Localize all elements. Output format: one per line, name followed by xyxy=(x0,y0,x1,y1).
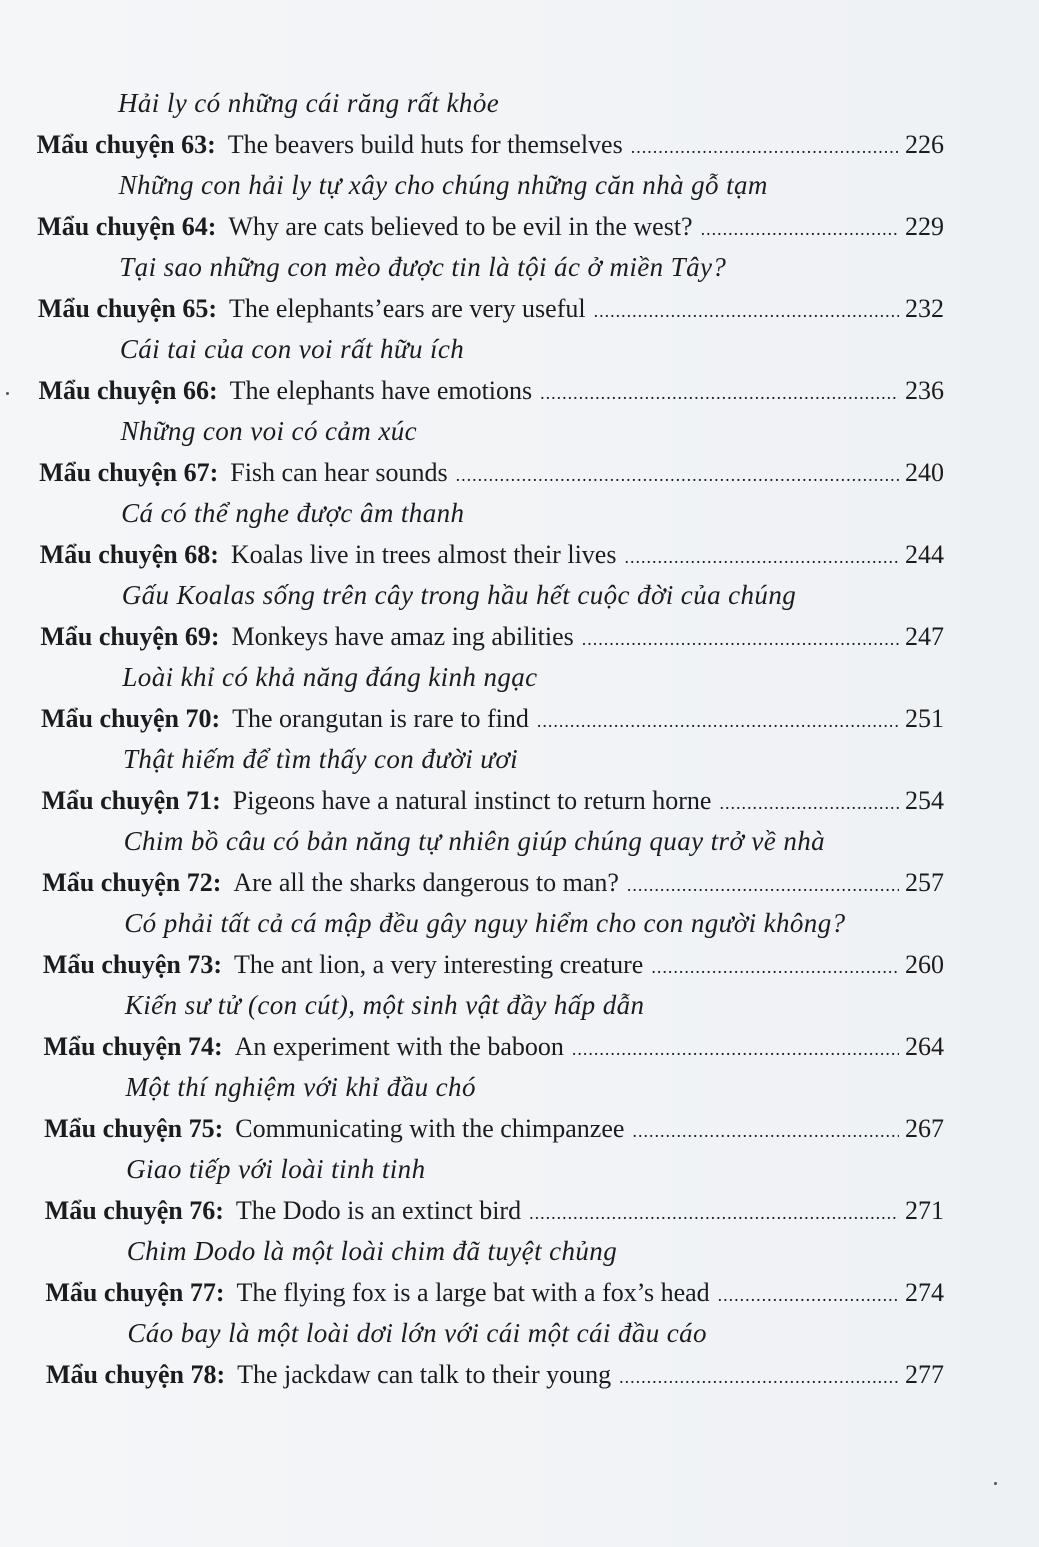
page-number: 267 xyxy=(905,1114,944,1143)
story-title: The ant lion, a very interesting creature xyxy=(234,950,644,979)
dot-leader xyxy=(594,301,899,322)
story-subtitle: Những con voi có cảm xúc xyxy=(120,416,417,446)
story-title: Monkeys have amaz ing abilities xyxy=(231,622,574,651)
page-number: 257 xyxy=(905,868,944,897)
story-number: Mẩu chuyện 78: xyxy=(46,1360,226,1389)
story-title: The flying fox is a large bat with a fox’s head xyxy=(236,1278,710,1307)
story-subtitle: Cáo bay là một loài dơi lớn với cái một cái đầu cáo xyxy=(127,1318,707,1348)
page-number: 247 xyxy=(905,622,944,651)
story-number: Mẩu chuyện 69: xyxy=(40,622,220,651)
story-number: Mẩu chuyện 74: xyxy=(43,1032,223,1061)
dot-leader xyxy=(718,1285,899,1306)
story-subtitle: Có phải tất cả cá mập đều gây nguy hiểm cho con người không? xyxy=(124,908,846,938)
page-number: 240 xyxy=(905,458,944,487)
story-subtitle: Chim Dodo là một loài chim đã tuyệt chủng xyxy=(126,1236,618,1266)
page-number: 277 xyxy=(905,1360,944,1389)
toc-entry xyxy=(45,1278,944,1308)
scan-speck xyxy=(6,392,9,395)
story-number: Mẩu chuyện 76: xyxy=(44,1196,224,1225)
story-title: Why are cats believed to be evil in the west? xyxy=(228,212,693,241)
dot-leader xyxy=(537,711,899,732)
dot-leader xyxy=(619,1367,899,1388)
dot-leader xyxy=(632,1121,899,1142)
story-number: Mẩu chuyện 67: xyxy=(39,458,219,487)
story-subtitle: Một thí nghiệm với khỉ đầu chó xyxy=(125,1072,476,1102)
page-number: 254 xyxy=(905,786,944,815)
story-number: Mẩu chuyện 63: xyxy=(36,130,216,159)
story-number: Mẩu chuyện 73: xyxy=(42,950,222,979)
page-number: 271 xyxy=(905,1196,944,1225)
story-subtitle: Giao tiếp với loài tinh tinh xyxy=(126,1154,426,1184)
story-number: Mẩu chuyện 70: xyxy=(41,704,221,733)
dot-leader xyxy=(572,1039,899,1060)
story-subtitle: Cá có thể nghe được âm thanh xyxy=(121,498,465,528)
story-title: Fish can hear sounds xyxy=(230,458,448,487)
page-number: 251 xyxy=(905,704,944,733)
story-number: Mẩu chuyện 64: xyxy=(37,212,217,241)
page-number: 226 xyxy=(905,130,944,159)
story-title: Pigeons have a natural instinct to return horne xyxy=(232,786,712,815)
toc-entry xyxy=(37,130,944,160)
scan-speck xyxy=(994,1482,997,1485)
dot-leader xyxy=(529,1203,899,1224)
story-subtitle: Gấu Koalas sống trên cây trong hầu hết cuộc đời của chúng xyxy=(121,580,797,610)
page-number: 244 xyxy=(905,540,944,569)
story-number: Mẩu chuyện 71: xyxy=(41,786,221,815)
toc-entry xyxy=(38,294,944,324)
toc-entry xyxy=(44,1032,945,1062)
page-number: 260 xyxy=(905,950,944,979)
page-number: 236 xyxy=(905,376,944,405)
dot-leader xyxy=(701,219,899,240)
page-number: 274 xyxy=(905,1278,944,1307)
dot-leader xyxy=(540,383,899,404)
toc-entry xyxy=(39,376,945,406)
dot-leader xyxy=(624,547,899,568)
story-subtitle: Kiến sư tử (con cút), một sinh vật đầy hấp dẫn xyxy=(124,990,645,1020)
toc-entry xyxy=(45,1196,944,1226)
toc-entry xyxy=(42,868,944,898)
story-title: Communicating with the chimpanzee xyxy=(235,1114,625,1143)
story-subtitle: Hải ly có những cái răng rất khỏe xyxy=(118,88,500,118)
toc-entry xyxy=(40,622,944,652)
story-subtitle: Loài khỉ có khả năng đáng kinh ngạc xyxy=(122,662,538,692)
story-number: Mẩu chuyện 68: xyxy=(39,540,219,569)
dot-leader xyxy=(582,629,899,650)
story-title: The beavers build huts for themselves xyxy=(227,130,623,159)
story-subtitle: Cái tai của con voi rất hữu ích xyxy=(119,334,465,364)
story-number: Mẩu chuyện 75: xyxy=(44,1114,224,1143)
page-number: 264 xyxy=(905,1032,944,1061)
story-number: Mẩu chuyện 72: xyxy=(42,868,222,897)
story-number: Mẩu chuyện 66: xyxy=(38,376,218,405)
toc-entry xyxy=(46,1360,944,1390)
dot-leader xyxy=(456,465,899,486)
story-title: Are all the sharks dangerous to man? xyxy=(233,868,619,897)
story-title: An experiment with the baboon xyxy=(234,1032,564,1061)
dot-leader xyxy=(631,137,899,158)
story-number: Mẩu chuyện 77: xyxy=(45,1278,225,1307)
dot-leader xyxy=(651,957,899,978)
toc-entry xyxy=(41,704,944,734)
page-number: 232 xyxy=(905,294,944,323)
toc-entry xyxy=(43,950,944,980)
story-subtitle: Tại sao những con mèo được tin là tội ác ở miền Tây? xyxy=(119,252,727,282)
story-title: The Dodo is an extinct bird xyxy=(235,1196,522,1225)
toc-entry xyxy=(44,1114,944,1144)
toc-entry xyxy=(42,786,944,816)
toc-entry xyxy=(37,212,944,242)
page-number: 229 xyxy=(905,212,944,241)
story-number: Mẩu chuyện 65: xyxy=(37,294,217,323)
story-subtitle: Chim bồ câu có bản năng tự nhiên giúp chúng quay trở về nhà xyxy=(123,826,826,856)
story-title: The jackdaw can talk to their young xyxy=(237,1360,612,1389)
toc-entry xyxy=(40,540,944,570)
dot-leader xyxy=(627,875,899,896)
story-title: Koalas live in trees almost their lives xyxy=(230,540,617,569)
toc-entry xyxy=(39,458,944,488)
story-title: The elephants’ears are very useful xyxy=(229,294,586,323)
dot-leader xyxy=(719,793,899,814)
story-subtitle: Thật hiếm để tìm thấy con đười ươi xyxy=(123,744,519,774)
story-title: The orangutan is rare to find xyxy=(232,704,529,733)
story-title: The elephants have emotions xyxy=(229,376,533,405)
story-subtitle: Những con hải ly tự xây cho chúng những căn nhà gỗ tạm xyxy=(118,170,768,200)
